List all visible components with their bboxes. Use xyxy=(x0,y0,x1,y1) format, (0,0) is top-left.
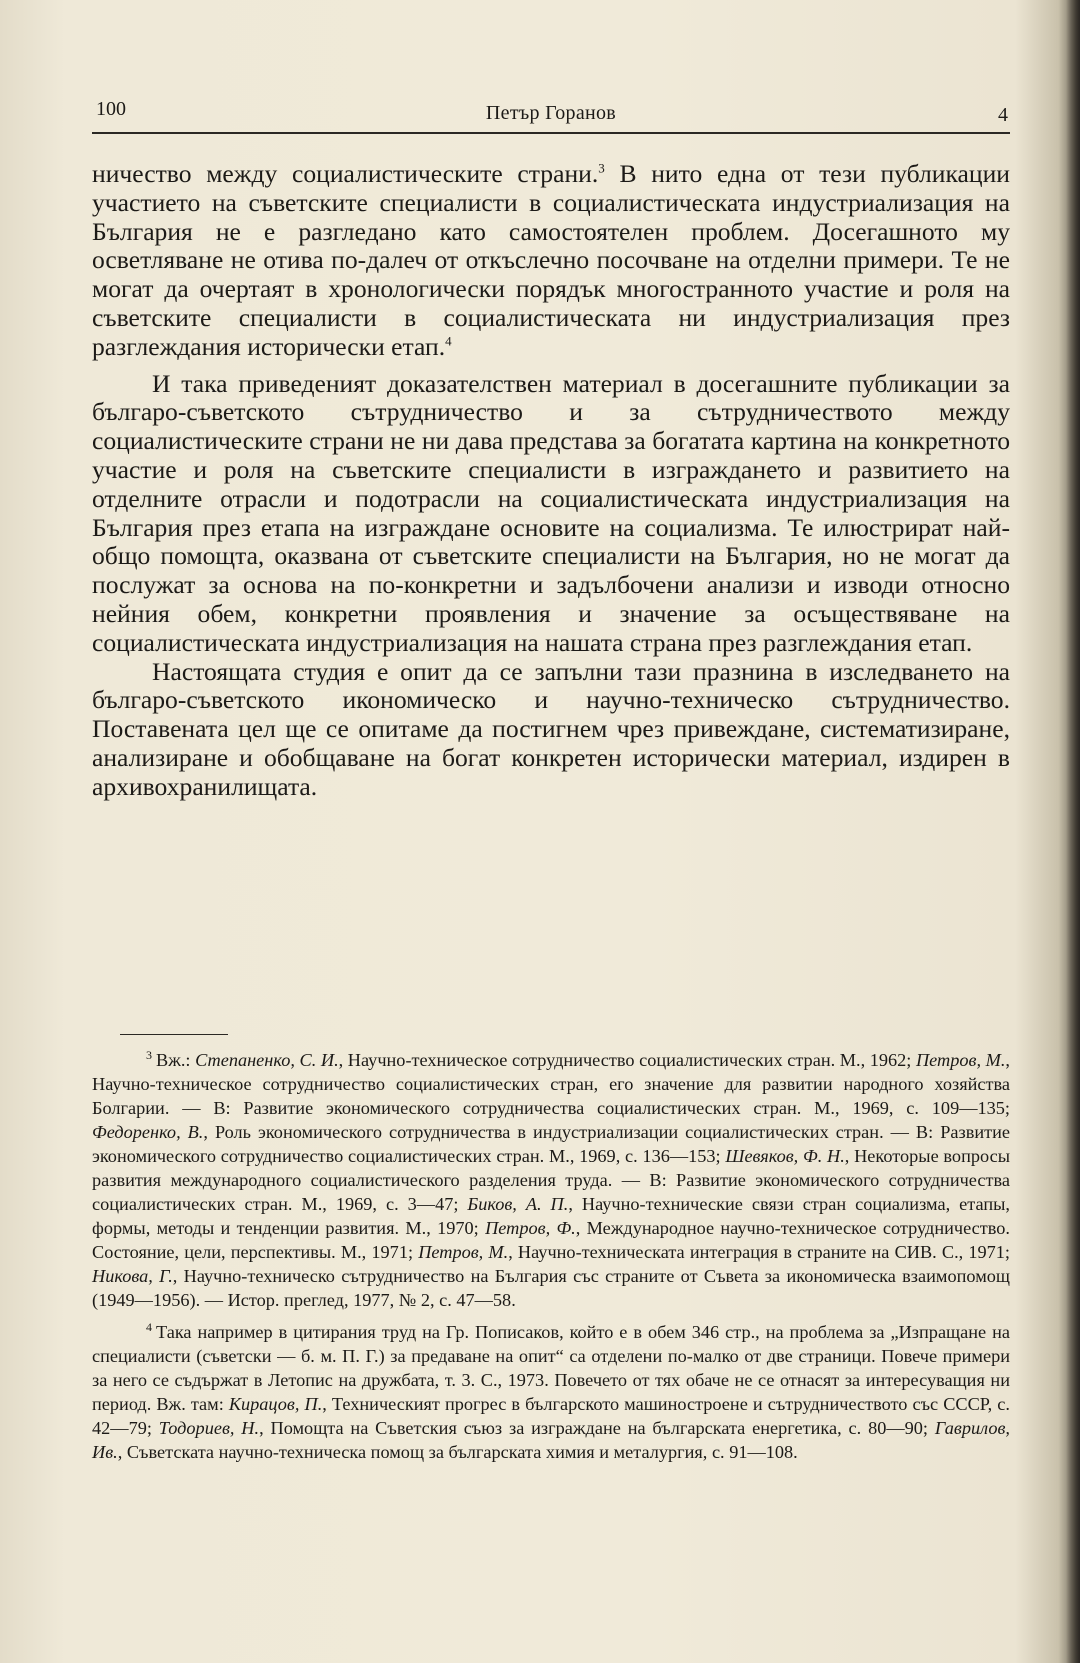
footnote-rule xyxy=(120,1034,228,1035)
paragraph-3: Настоящата студия е опит да се запълни тази празнина в изследването на българо-съветското икономическо и научно-техническо сътрудничество. Поставената цел ще се опитаме да постигнем чрез привеждане, систематизиране, анализиране и обобщаване на богат конкретен исторически материал, издирен в архивохранилищата. xyxy=(92,656,1010,801)
footnote-ref-4: 4 xyxy=(445,333,452,349)
page-edge-shadow xyxy=(1066,0,1080,1663)
header-rule xyxy=(92,132,1010,134)
footnote-4: $^4$ Така например в цитирания труд на Гр. Пописаков, който е в обем 346 стр., на проблема за „Изпращане на специалисти (съветски — б. м. П. Г.) за предаване на опит“ са отделени по-малко от две страници. Повече примери за него се съдържат в Летопис на дружбата, т. 3. С., 1973. Повечето от тях обаче не се отнасят за интересуващия ни период. Вж. там: Кирацов, П., Техническият прогрес в българското машиностроене и сътрудничеството със СССР, с. 42—79; Тодориев, Н., Помощта на Съветския съюз за изграждане на българската енергетика, с. 80—90; Гаврилов, Ив., Съветската научно-техническа помощ за българската химия и металургия, с. 91—108. xyxy=(92,1319,1010,1462)
signature-mark: 4 xyxy=(998,104,1008,126)
page-number: 100 xyxy=(96,98,126,120)
footnote-ref-3: 3 xyxy=(598,160,605,176)
paragraph-2: И така приведеният доказателствен материал в досегашните публикации за българо-съветското сътрудничество и за сътрудничеството между социалистическите страни не ни дава представа за богатата картина на конкретното участие и роля на съветските специалисти в изграждането и развитието на отделните отрасли и подотрасли на социалистическата индустриализация на България през етапа на изграждане основите на социализма. Те илюстрират най-общо помощта, оказвана от съветските специалисти на България, но не могат да послужат за основа на по-конкретни и задълбочени анализи и изводи относно нейния обем, конкретни проявления и значение за осъществяване на социалистическата индустриализация на нашата страна през разглеждания етап. xyxy=(92,368,1010,657)
footnotes xyxy=(92,1048,1010,1464)
running-header xyxy=(92,94,1010,130)
main-text xyxy=(92,160,1010,802)
running-head-author: Петър Горанов xyxy=(485,102,617,124)
footnote-3: $^3$ Вж.: Степаненко, С. И., Научно-техническое сотрудничество социалистических стран. М., 1962; Петров, М., Научно-техническое сотрудничество социалистических стран, его значение для развитии народного хозяйства Болгарии. — В: Развитие экономического сотрудничества социалистических стран. М., 1969, с. 109—135; Федоренко, В., Роль экономического сотрудничества в индустриализации социалистических стран. — В: Развитие экономического сотрудничество социалистических стран. М., 1969, с. 136—153; Шевяков, Ф. Н., Некоторые вопросы развития международного социалистического разделения труда. — В: Развитие экономического сотрудничества социалистических стран. М., 1969, с. 3—47; Биков, А. П., Научно-технические связи стран социализма, етапы, формы, методы и тенденции развития. М., 1970; Петров, Ф., Международное научно-техническое сотрудничество. Состояние, цели, перспективы. М., 1971; Петров, М., Научно-техническата интеграция в страните на СИВ. С., 1971; Никова, Г., Научно-техническо сътрудничество на България със страните от Съвета за икономическа взаимопомощ (1949—1956). — Истор. преглед, 1977, № 2, с. 47—58. xyxy=(92,1047,1010,1310)
paragraph-1: ничество между социалистическите страни.$^3$ В нито една от тези публикации участието на съветските специалисти в социалистическата индустриализация на България не е разгледано като самостоятелен проблем. Досегашното му осветляване не отива по-далеч от откъслечно посочване на отделни примери. Те не могат да очертаят в хронологически порядък многостранното участие и роля на съветските специалисти в социалистическата ни индустриализация през разглеждания исторически етап.$^4$ xyxy=(92,159,1010,361)
